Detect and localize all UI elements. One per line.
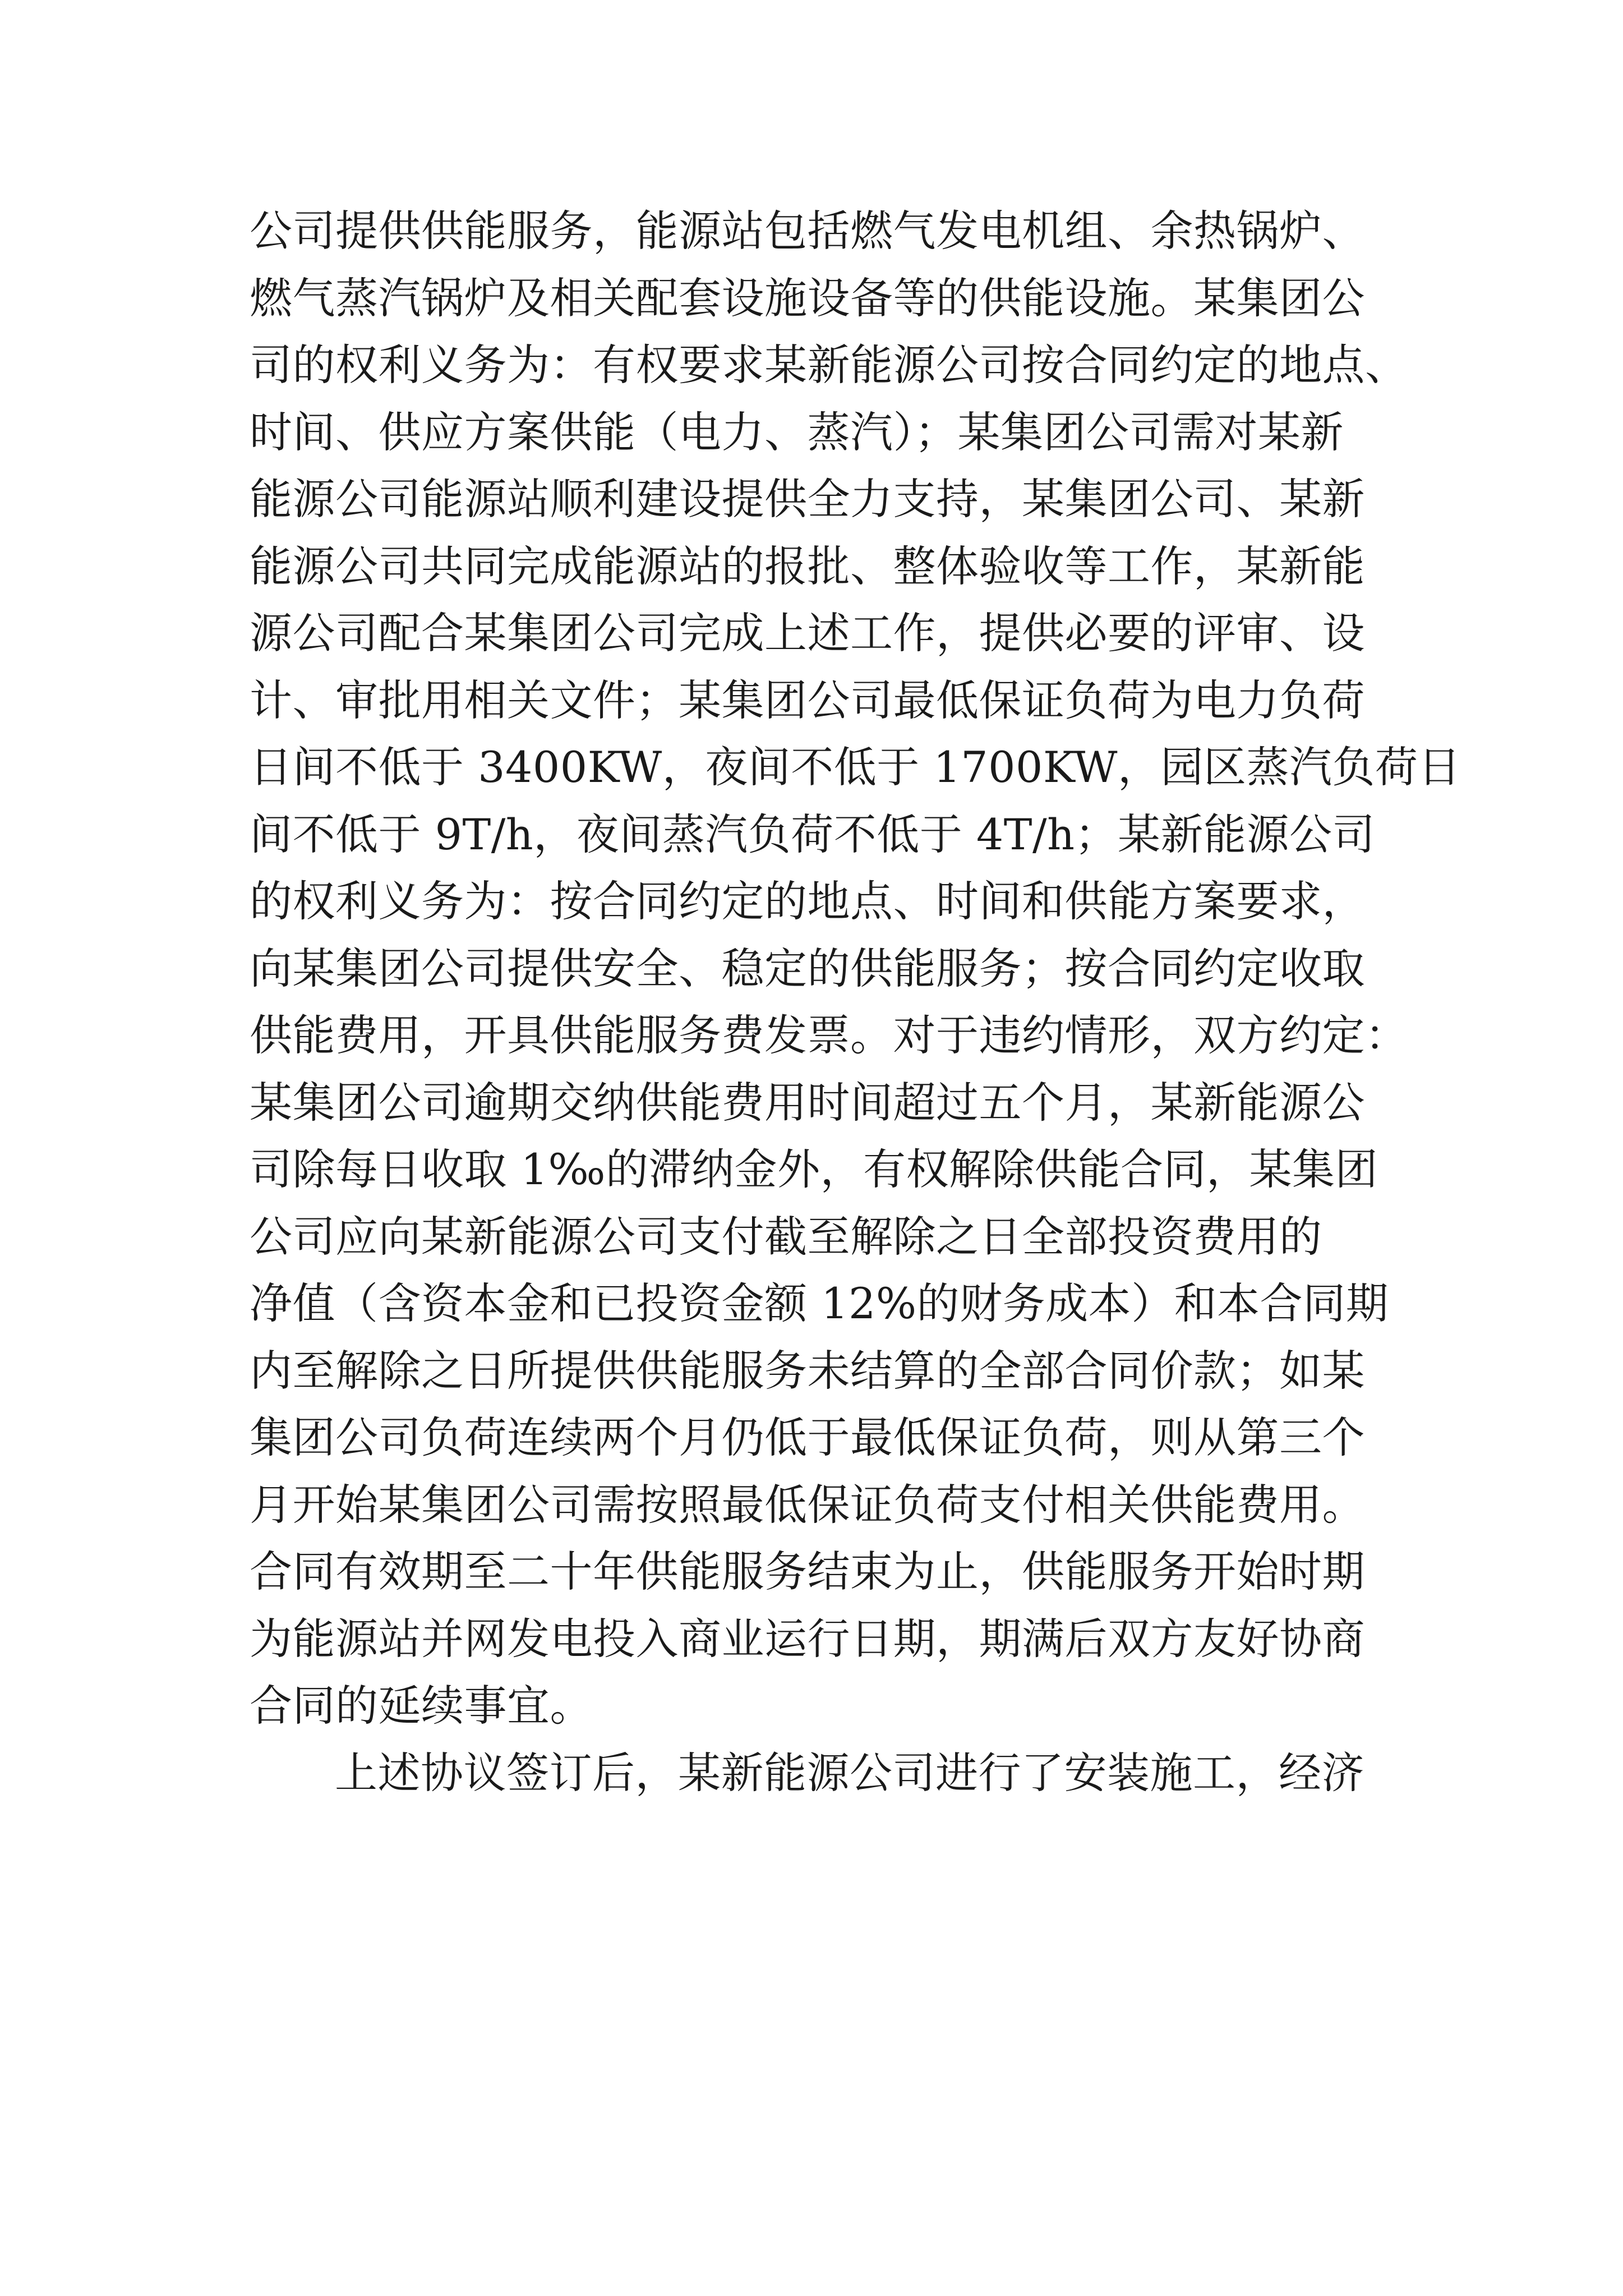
text-line: 的权利义务为：按合同约定的地点、时间和供能方案要求， — [250, 876, 1365, 926]
text-line: 合同有效期至二十年供能服务结束为止，供能服务开始时期 — [250, 1547, 1365, 1596]
text-line: 司除每日收取 1‰的滞纳金外，有权解除供能合同，某集团 — [250, 1144, 1378, 1194]
text-line: 某集团公司逾期交纳供能费用时间超过五个月，某新能源公 — [250, 1077, 1365, 1128]
text-line: 合同的延续事宜。 — [250, 1681, 593, 1731]
paragraph-start-line: 上述协议签订后，某新能源公司进行了安装施工，经济 — [335, 1747, 1364, 1798]
text-line: 月开始某集团公司需按照最低保证负荷支付相关供能费用。 — [250, 1479, 1365, 1530]
text-line: 燃气蒸汽锅炉及相关配套设施设备等的供能设施。某集团公 — [250, 273, 1365, 323]
text-line: 计、审批用相关文件；某集团公司最低保证负荷为电力负荷 — [250, 675, 1365, 725]
text-line: 公司提供供能服务，能源站包括燃气发电机组、余热锅炉、 — [250, 206, 1365, 256]
text-line: 日间不低于 3400KW，夜间不低于 1700KW，园区蒸汽负荷日 — [250, 742, 1461, 792]
text-line: 时间、供应方案供能（电力、蒸汽）；某集团公司需对某新 — [250, 407, 1344, 457]
text-line: 能源公司共同完成能源站的报批、整体验收等工作，某新能 — [250, 541, 1365, 591]
text-line: 集团公司负荷连续两个月仍低于最低保证负荷，则从第三个 — [250, 1412, 1365, 1462]
text-line: 源公司配合某集团公司完成上述工作，提供必要的评审、设 — [250, 608, 1365, 658]
text-line: 为能源站并网发电投入商业运行日期，期满后双方友好协商 — [250, 1613, 1365, 1664]
text-line: 内至解除之日所提供供能服务未结算的全部合同价款；如某 — [250, 1345, 1365, 1396]
body-text — [250, 197, 1461, 1806]
text-line: 公司应向某新能源公司支付截至解除之日全部投资费用的 — [250, 1211, 1322, 1262]
text-line: 供能费用，开具供能服务费发票。对于违约情形，双方约定： — [250, 1010, 1408, 1060]
text-line: 向某集团公司提供安全、稳定的供能服务；按合同约定收取 — [250, 943, 1365, 993]
text-line: 间不低于 9T/h，夜间蒸汽负荷不低于 4T/h；某新能源公司 — [250, 809, 1376, 859]
text-line: 能源公司能源站顺利建设提供全力支持，某集团公司、某新 — [250, 474, 1365, 524]
text-line: 净值（含资本金和已投资金额 12%的财务成本）和本合同期 — [250, 1278, 1389, 1328]
text-line: 司的权利义务为：有权要求某新能源公司按合同约定的地点、 — [250, 340, 1408, 390]
